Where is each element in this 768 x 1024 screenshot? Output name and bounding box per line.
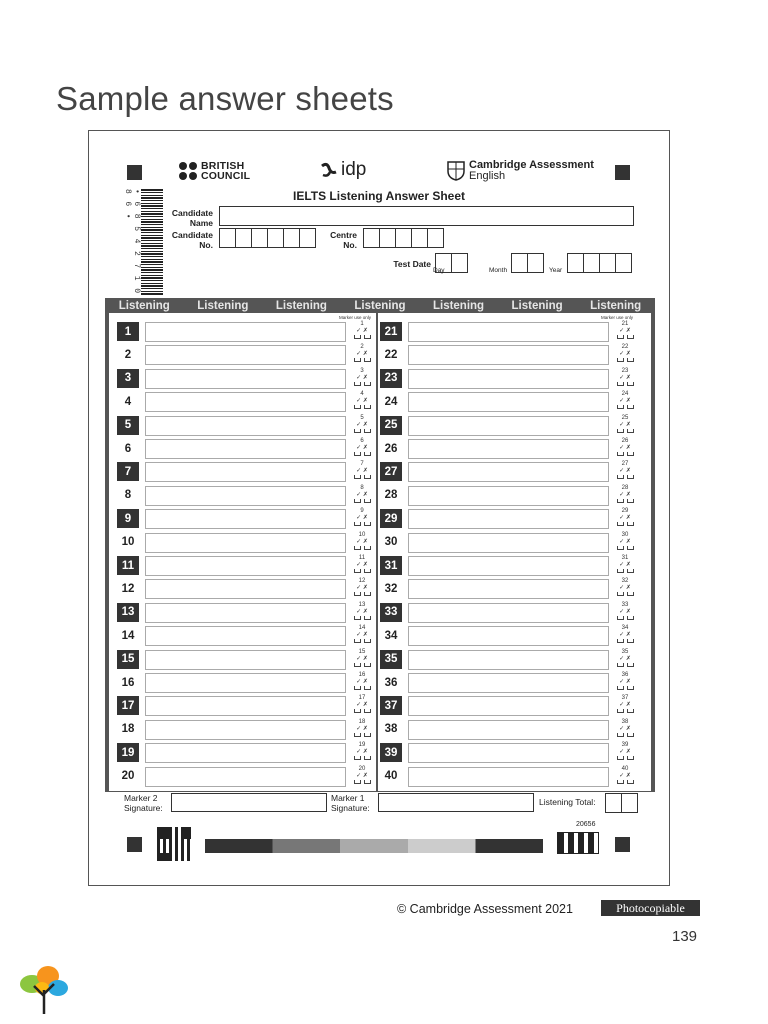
- question-number: 37: [380, 696, 402, 715]
- marker-check-box[interactable]: 28 ✓ ✗: [612, 485, 638, 507]
- question-number: 9: [117, 509, 139, 528]
- answer-row: [117, 719, 379, 739]
- marker-check-box[interactable]: 27 ✓ ✗: [612, 461, 638, 483]
- sheet-title: IELTS Listening Answer Sheet: [292, 189, 466, 203]
- answer-row: [117, 625, 379, 645]
- answer-field[interactable]: [145, 743, 346, 763]
- question-number: 27: [380, 462, 402, 481]
- marker-check-box[interactable]: 23 ✓ ✗: [612, 368, 638, 390]
- marker-check-box[interactable]: 33 ✓ ✗: [612, 602, 638, 624]
- answer-field[interactable]: [145, 439, 346, 459]
- answer-row: [380, 555, 642, 575]
- answer-field[interactable]: [145, 369, 346, 389]
- answer-field[interactable]: [145, 720, 346, 740]
- cambridge-logo: Cambridge Assessment English: [447, 160, 594, 182]
- marker-use-only-label: Marker use only: [339, 315, 372, 320]
- answer-sheet: [88, 130, 670, 886]
- answer-row: [117, 438, 379, 458]
- answer-field[interactable]: [408, 673, 609, 693]
- question-number: 18: [121, 723, 135, 736]
- marker-check-box[interactable]: 35 ✓ ✗: [612, 649, 638, 671]
- question-number: 28: [384, 489, 398, 502]
- question-number: 31: [380, 556, 402, 575]
- answer-field[interactable]: [408, 533, 609, 553]
- marker-check-box[interactable]: 37 ✓ ✗: [612, 695, 638, 717]
- registration-mark: [615, 165, 630, 180]
- question-number: 10: [121, 536, 135, 549]
- answer-field[interactable]: [408, 720, 609, 740]
- answer-field[interactable]: [145, 696, 346, 716]
- answer-row: [117, 672, 379, 692]
- candidate-no-field[interactable]: [219, 228, 315, 248]
- question-number: 38: [384, 723, 398, 736]
- answer-row: [117, 391, 379, 411]
- marker-check-box[interactable]: 11 ✓ ✗: [349, 555, 375, 577]
- marker-check-box[interactable]: 30 ✓ ✗: [612, 532, 638, 554]
- question-number: 7: [117, 462, 139, 481]
- marker-check-box[interactable]: 39 ✓ ✗: [612, 742, 638, 764]
- answer-row: [380, 649, 642, 669]
- marker-check-box[interactable]: 20 ✓ ✗: [349, 766, 375, 788]
- answer-row: [380, 415, 642, 435]
- answer-row: [380, 719, 642, 739]
- answer-field[interactable]: [145, 556, 346, 576]
- answer-field[interactable]: [408, 579, 609, 599]
- marker-check-box[interactable]: 3 ✓ ✗: [349, 368, 375, 390]
- answer-row: [117, 602, 379, 622]
- question-number: 20: [121, 770, 135, 783]
- answer-row: [380, 461, 642, 481]
- marker-check-box[interactable]: 38 ✓ ✗: [612, 719, 638, 741]
- answer-field[interactable]: [145, 673, 346, 693]
- answer-row: [380, 391, 642, 411]
- answer-field[interactable]: [145, 767, 346, 787]
- marker-check-box[interactable]: 25 ✓ ✗: [612, 415, 638, 437]
- answer-field[interactable]: [408, 696, 609, 716]
- copyright: © Cambridge Assessment 2021: [397, 902, 573, 916]
- question-number: 25: [380, 416, 402, 435]
- answer-field[interactable]: [408, 462, 609, 482]
- qr-code-icon: [155, 825, 193, 863]
- marker-check-box[interactable]: 13 ✓ ✗: [349, 602, 375, 624]
- question-number: 33: [380, 603, 402, 622]
- question-number: 6: [124, 442, 132, 455]
- answer-field[interactable]: [145, 603, 346, 623]
- candidate-name-label: Candidate Name: [171, 208, 213, 228]
- marker2-signature-field[interactable]: [171, 793, 327, 812]
- answer-row: [117, 461, 379, 481]
- day-label: Day: [433, 267, 445, 274]
- test-date-month-field[interactable]: [511, 253, 543, 273]
- british-council-dots-icon: [179, 162, 197, 180]
- answer-field[interactable]: [145, 462, 346, 482]
- question-number: 35: [380, 650, 402, 669]
- answer-field[interactable]: [408, 743, 609, 763]
- answer-field[interactable]: [145, 509, 346, 529]
- answer-field[interactable]: [145, 650, 346, 670]
- question-number: 29: [380, 509, 402, 528]
- question-number: 30: [384, 536, 398, 549]
- question-number: 8: [124, 489, 132, 502]
- marker-check-box[interactable]: 31 ✓ ✗: [612, 555, 638, 577]
- answer-field[interactable]: [408, 556, 609, 576]
- answer-row: [117, 344, 379, 364]
- answer-field[interactable]: [408, 322, 609, 342]
- question-number: 34: [384, 629, 398, 642]
- question-number: 17: [117, 696, 139, 715]
- answer-field[interactable]: [408, 767, 609, 787]
- marker-use-only-label: Marker use only: [601, 315, 634, 320]
- answer-row: [117, 578, 379, 598]
- marker-check-box[interactable]: 2 ✓ ✗: [349, 344, 375, 366]
- marker-check-box[interactable]: 29 ✓ ✗: [612, 508, 638, 530]
- grey-scale-bar: [205, 839, 543, 853]
- tree-logo-icon: [18, 964, 70, 1014]
- barcode: [123, 189, 163, 295]
- question-number: 40: [384, 770, 398, 783]
- question-number: 14: [121, 629, 135, 642]
- answer-row: [117, 368, 379, 388]
- answer-field[interactable]: [408, 650, 609, 670]
- marker-check-box[interactable]: 8 ✓ ✗: [349, 485, 375, 507]
- answer-row: [117, 485, 379, 505]
- marker-check-box[interactable]: 18 ✓ ✗: [349, 719, 375, 741]
- test-date-label: Test Date: [393, 259, 431, 269]
- signature-divider: [105, 791, 655, 792]
- question-number: 36: [384, 676, 398, 689]
- month-label: Month: [489, 267, 508, 274]
- marker-check-box[interactable]: 40 ✓ ✗: [612, 766, 638, 788]
- marker-check-box[interactable]: 21 ✓ ✗: [612, 321, 638, 343]
- answer-row: [380, 602, 642, 622]
- registration-mark: [615, 837, 630, 852]
- question-number: 3: [117, 369, 139, 388]
- answer-row: [380, 485, 642, 505]
- answer-field[interactable]: [408, 416, 609, 436]
- marker-check-box[interactable]: 15 ✓ ✗: [349, 649, 375, 671]
- marker1-signature-label: Marker 1 Signature:: [331, 793, 370, 813]
- idp-swirl-icon: [319, 160, 339, 180]
- answer-field[interactable]: [408, 439, 609, 459]
- candidate-no-label: Candidate No.: [171, 230, 213, 250]
- answer-row: [380, 438, 642, 458]
- answer-row: [117, 766, 379, 786]
- answer-row: [380, 578, 642, 598]
- question-number: 26: [384, 442, 398, 455]
- answer-field[interactable]: [145, 626, 346, 646]
- answer-field[interactable]: [145, 416, 346, 436]
- marker-check-box[interactable]: 12 ✓ ✗: [349, 578, 375, 600]
- answer-row: [380, 344, 642, 364]
- year-label: Year: [549, 267, 563, 274]
- photocopiable-badge: Photocopiable: [601, 900, 700, 916]
- question-number: 15: [117, 650, 139, 669]
- answer-row: [380, 742, 642, 762]
- candidate-name-field[interactable]: [219, 206, 634, 226]
- marker2-signature-label: Marker 2 Signature:: [124, 793, 163, 813]
- question-number: 32: [384, 582, 398, 595]
- answer-row: [380, 321, 642, 341]
- idp-logo: idp: [319, 159, 366, 181]
- page-title: Sample answer sheets: [56, 80, 394, 117]
- answer-field[interactable]: [145, 345, 346, 365]
- marker-check-box[interactable]: 14 ✓ ✗: [349, 625, 375, 647]
- answer-row: [380, 508, 642, 528]
- answer-row: [117, 649, 379, 669]
- answer-field[interactable]: [145, 322, 346, 342]
- marker-check-box[interactable]: 24 ✓ ✗: [612, 391, 638, 413]
- form-code: 20656: [576, 821, 596, 828]
- centre-no-field[interactable]: [363, 228, 443, 248]
- answer-row: [380, 695, 642, 715]
- answer-row: [117, 321, 379, 341]
- marker1-signature-field[interactable]: [378, 793, 534, 812]
- marker-check-box[interactable]: 17 ✓ ✗: [349, 695, 375, 717]
- barcode-lines: [141, 189, 163, 295]
- question-number: 13: [117, 603, 139, 622]
- question-number: 19: [117, 743, 139, 762]
- answer-row: [380, 368, 642, 388]
- marker-check-box[interactable]: 26 ✓ ✗: [612, 438, 638, 460]
- question-number: 16: [121, 676, 135, 689]
- answer-row: [380, 532, 642, 552]
- form-code-pattern-icon: [557, 832, 599, 854]
- marker-check-box[interactable]: 5 ✓ ✗: [349, 415, 375, 437]
- page-number: 139: [672, 928, 698, 945]
- question-number: 2: [124, 348, 132, 361]
- marker-check-box[interactable]: 16 ✓ ✗: [349, 672, 375, 694]
- answer-field[interactable]: [408, 509, 609, 529]
- answer-field[interactable]: [408, 392, 609, 412]
- marker-check-box[interactable]: 19 ✓ ✗: [349, 742, 375, 764]
- marker-check-box[interactable]: 36 ✓ ✗: [612, 672, 638, 694]
- answer-row: [380, 672, 642, 692]
- marker-check-box[interactable]: 7 ✓ ✗: [349, 461, 375, 483]
- british-council-logo: BRITISH COUNCIL: [179, 161, 250, 181]
- listening-strip: Listening Listening Listening Listening Listening Listening Listening: [105, 298, 655, 313]
- marker-check-box[interactable]: 32 ✓ ✗: [612, 578, 638, 600]
- answer-field[interactable]: [145, 486, 346, 506]
- question-number: 1: [117, 322, 139, 341]
- answer-field[interactable]: [145, 533, 346, 553]
- question-number: 22: [384, 348, 398, 361]
- marker-check-box[interactable]: 6 ✓ ✗: [349, 438, 375, 460]
- marker-check-box[interactable]: 4 ✓ ✗: [349, 391, 375, 413]
- marker-check-box[interactable]: 34 ✓ ✗: [612, 625, 638, 647]
- answer-field[interactable]: [408, 369, 609, 389]
- question-number: 4: [124, 395, 132, 408]
- answer-field[interactable]: [408, 603, 609, 623]
- listening-total-field[interactable]: [605, 793, 637, 813]
- question-number: 23: [380, 369, 402, 388]
- centre-no-label: Centre No.: [330, 230, 357, 250]
- question-number: 5: [117, 416, 139, 435]
- answer-row: [117, 555, 379, 575]
- answer-row: [380, 625, 642, 645]
- question-number: 39: [380, 743, 402, 762]
- answer-row: [117, 508, 379, 528]
- answer-field[interactable]: [145, 579, 346, 599]
- answer-row: [380, 766, 642, 786]
- answer-field[interactable]: [408, 345, 609, 365]
- question-number: 21: [380, 322, 402, 341]
- marker-check-box[interactable]: 9 ✓ ✗: [349, 508, 375, 530]
- marker-check-box[interactable]: 1 ✓ ✗: [349, 321, 375, 343]
- marker-check-box[interactable]: 22 ✓ ✗: [612, 344, 638, 366]
- barcode-digits: • 6 8 5 4 2 7 1 0 8 6 •: [123, 189, 141, 295]
- answer-row: [117, 415, 379, 435]
- question-number: 11: [117, 556, 139, 575]
- answer-row: [117, 742, 379, 762]
- answer-row: [117, 532, 379, 552]
- marker-check-box[interactable]: 10 ✓ ✗: [349, 532, 375, 554]
- answer-row: [117, 695, 379, 715]
- registration-mark: [127, 837, 142, 852]
- answer-field[interactable]: [408, 626, 609, 646]
- test-date-year-field[interactable]: [567, 253, 631, 273]
- question-number: 12: [121, 582, 135, 595]
- listening-total-label: Listening Total:: [539, 797, 596, 807]
- answer-field[interactable]: [145, 392, 346, 412]
- question-number: 24: [384, 395, 398, 408]
- registration-mark: [127, 165, 142, 180]
- cambridge-shield-icon: [447, 161, 465, 181]
- answer-field[interactable]: [408, 486, 609, 506]
